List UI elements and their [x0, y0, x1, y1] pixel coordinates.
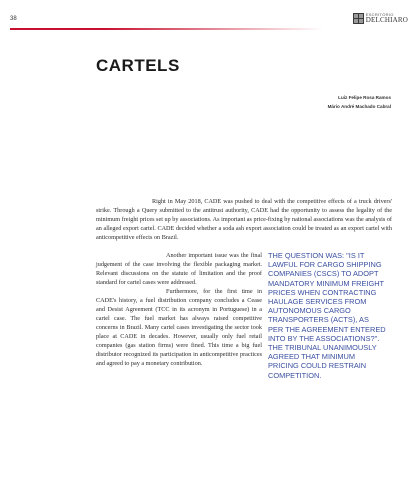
author-name: Luiz Felipe Rosa Ramos	[338, 95, 391, 100]
article-title: CARTELS	[96, 56, 180, 75]
page-number: 38	[10, 16, 17, 22]
body-paragraph: Another important issue was the final judgement of the case involving the flexible packaging market. Relevant discussions on the statute of limitation and the proof standard for cartel cases were addressed.	[96, 252, 262, 286]
intro-paragraph: Right in May 2018, CADE was pushed to deal with the competitive effects of a truck drivers' strike. Through a Query submitted to the antitrust authority, CADE had the opportunity to assess the legality of the minimum freight prices set up by associations. As important as price-fixing by national associations was the analysis of an alleged export cartel. CADE decided whether a soda ash export association could be treated as an export cartel with anticompetitive effects on Brazil.	[96, 198, 392, 241]
pull-quote: THE QUESTION WAS: "IS IT LAWFUL FOR CARGO SHIPPING COMPANIES (CSCS) TO ADOPT MANDATORY MINIMUM FREIGHT PRICES WHEN CONTRACTING HAULAGE SERVICES FROM AUTONOMOUS CARGO TRANSPORTERS (ACTS), AS PER THE AGREEMENT ENTERED INTO BY THE ASSOCIATIONS?". THE TRIBUNAL UNANIMOUSLY AGREED THAT MINIMUM PRICING COULD RESTRAIN COMPETITION.	[268, 251, 386, 380]
body-paragraph: Furthermore, for the first time in CADE's history, a fuel distribution company concludes a Cease and Desist Agreement (TCC in its acronym in Portuguese) in a cartel case. The fuel market has always raised competitive concerns in Brazil. Many cartel cases investigating the sector took place at CADE in decades. However, usually only fuel retail companies (gas station firms) were fined. This time a big fuel distributor recognized its participation in anticompetitive practices and agreed to pay a monetary contribution.	[96, 288, 262, 367]
brand-bottom-text: DELCHIARO	[365, 16, 408, 24]
body-column	[96, 251, 262, 368]
author-name: Mário André Machado Cabral	[327, 104, 391, 109]
brand-logo	[353, 13, 408, 24]
header-rule	[10, 28, 324, 30]
brand-top-text: ESCRITÓRIO	[365, 12, 394, 17]
authors	[328, 93, 391, 111]
logo-icon	[353, 13, 364, 24]
